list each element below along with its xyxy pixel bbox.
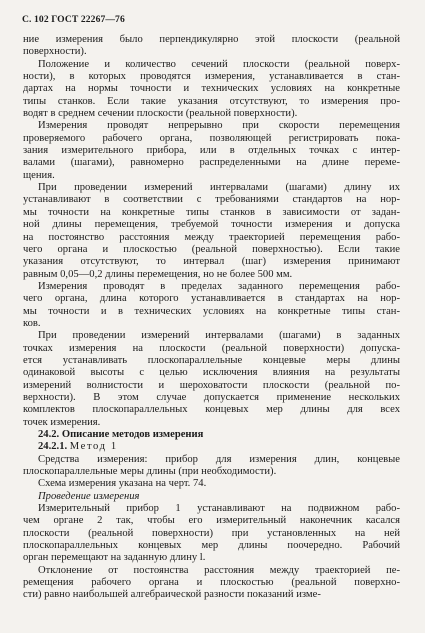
method-title: Метод 1: [69, 441, 118, 453]
method-number: 24.2.1.: [38, 441, 70, 453]
text-line-content: ности), в которых проводятся измерения, устанавливается в стан-: [23, 71, 400, 83]
text-line: [23, 343, 400, 355]
text-line: [23, 417, 400, 429]
text-line: [23, 380, 400, 392]
text-line: [23, 565, 400, 577]
text-line: [23, 34, 400, 46]
text-line-content: равным 0,05—0,2 длины перемещения, но не более 500 мм.: [23, 268, 293, 280]
text-line: [23, 232, 400, 244]
text-line-content: Положение и количество сечений плоскости (реальной поверх-: [38, 58, 400, 70]
text-line: [23, 71, 400, 83]
text-line-content: устанавливают в соответствии с требованиями стандартов на нор-: [23, 194, 400, 206]
text-line: [23, 330, 400, 342]
text-line-content: чего органа и плоскостью (реальной поверхностью). Если такие: [23, 243, 400, 255]
text-line-content: типы станков. Если такие указания отсутствуют, то измерения про-: [23, 95, 400, 107]
text-line-content: ной длины перемещения, требуемой точности измерения и допуска: [23, 219, 400, 231]
text-line-content: валами (шагами), равномерно распределенными на длине переме-: [23, 157, 400, 169]
text-line: [23, 108, 400, 120]
text-line-content: плоскопараллельных концевых мер длины поочередно. Рабочий: [23, 540, 400, 552]
text-line-content: ремещения рабочего органа и плоскостью (реальной поверхно-: [23, 577, 400, 589]
text-line-content: Отклонение от постоянства расстояния между траекторией пе-: [38, 564, 400, 576]
text-line-content: измерений волнистости и шероховатости плоскости (реальной по-: [23, 379, 400, 391]
text-line: [23, 515, 400, 527]
text-line-content: ние измерения было перпендикулярно этой плоскости (реальной: [23, 34, 400, 45]
text-line-content: мы точности на конкретные типы станков в зависимости от задан-: [23, 206, 400, 218]
text-line: [23, 528, 400, 540]
text-line: [23, 46, 400, 58]
text-line: [23, 404, 400, 416]
text-line: [23, 429, 400, 441]
text-line: [23, 269, 400, 281]
text-line: [23, 207, 400, 219]
text-line: [23, 503, 400, 515]
text-line-content: указания отсутствуют, то интервал (шаг) измерения принимают: [23, 256, 400, 268]
text-line-content: Проведение измерения: [38, 490, 140, 502]
text-line: [23, 318, 400, 330]
text-line: [23, 244, 400, 256]
text-line-content: водят в среднем сечении плоскости (реальной поверхности).: [23, 108, 298, 120]
text-line-content: проверяемого рабочего органа, позволяющей регистрировать пока-: [23, 132, 400, 144]
text-line: [23, 491, 400, 503]
text-line: [23, 540, 400, 552]
text-line: [23, 589, 400, 601]
text-line-content: на постоянство расстояния между траекторией перемещения рабо-: [23, 231, 400, 243]
text-line: [23, 96, 400, 108]
text-line-content: ется устанавливать плоскопараллельные концевые меры длины: [23, 354, 400, 366]
text-line-content: При проведении измерений интервалами (шагами) в заданных: [38, 330, 400, 342]
text-line: [23, 281, 400, 293]
text-line-content: Измерения проводят непрерывно при скорости перемещения: [38, 120, 400, 132]
text-line: [23, 256, 400, 268]
text-line-content: комплектов плоскопараллельных концевых мер длины для всех: [23, 404, 400, 416]
text-line: [23, 552, 400, 564]
text-line: [23, 83, 400, 95]
text-line: [23, 59, 400, 71]
text-line-content: Средства измерения: прибор для измерения длин, концевые: [38, 453, 400, 465]
text-line: [23, 120, 400, 132]
text-line: [23, 306, 400, 318]
text-line-content: щения.: [23, 169, 55, 181]
text-line: [23, 293, 400, 305]
text-line: [23, 454, 400, 466]
text-line: [23, 157, 400, 169]
text-line-content: [38, 441, 118, 452]
text-line: [23, 441, 400, 453]
page-header: С. 102 ГОСТ 22267—76: [22, 14, 125, 25]
text-line: [23, 170, 400, 182]
text-line-content: ков.: [23, 317, 41, 329]
text-line: [23, 478, 400, 490]
text-line: [23, 466, 400, 478]
text-line-content: чем органе 2 так, чтобы его измерительный наконечник касался: [23, 515, 400, 527]
body-text: [23, 34, 400, 602]
text-line-content: мы точности и в технических условиях на конкретные типы стан-: [23, 305, 400, 317]
text-line-content: Схема измерения указана на черт. 74.: [38, 478, 207, 490]
text-line-content: При проведении измерений интервалами (шагами) длину их: [38, 182, 400, 194]
text-line-content: чего органа, длина которого устанавливается в стандартах на нор-: [23, 293, 400, 305]
text-line: [23, 182, 400, 194]
text-line-content: поверхности).: [23, 46, 87, 58]
text-line-content: Измерения проводят в пределах заданного перемещения рабо-: [38, 280, 400, 292]
text-line-content: дартах на нормы точности и технических условиях на конкретные: [23, 83, 400, 95]
text-line-content: зания измерительного прибора, или в отдельных точках с интер-: [23, 145, 400, 157]
text-line-content: плоскости (реальной поверхности) при установленных на ней: [23, 527, 400, 539]
text-line-content: точек измерения.: [23, 416, 101, 428]
text-line: [23, 133, 400, 145]
text-line-content: верхности). В этом случае допускается применение нескольких: [23, 391, 400, 403]
text-line: [23, 577, 400, 589]
text-line: [23, 219, 400, 231]
text-line-content: сти) равно наибольшей алгебраической разности показаний изме-: [23, 589, 321, 601]
text-line: [23, 367, 400, 379]
text-line: [23, 392, 400, 404]
text-line-content: орган перемещают на заданную длину l.: [23, 552, 206, 564]
text-line: [23, 194, 400, 206]
text-line: [23, 145, 400, 157]
text-line: [23, 355, 400, 367]
text-line-content: плоскопараллельные меры длины (при необходимости).: [23, 466, 277, 478]
text-line-content: Измерительный прибор 1 устанавливают на подвижном рабо-: [38, 503, 400, 515]
text-line-content: 24.2. Описание методов измерения: [38, 429, 204, 440]
text-line-content: одинаковой высоты с целью исключения влияния на результаты: [23, 367, 400, 379]
text-line-content: точках измерения на плоскости (реальной поверхности) допуска-: [23, 342, 400, 354]
